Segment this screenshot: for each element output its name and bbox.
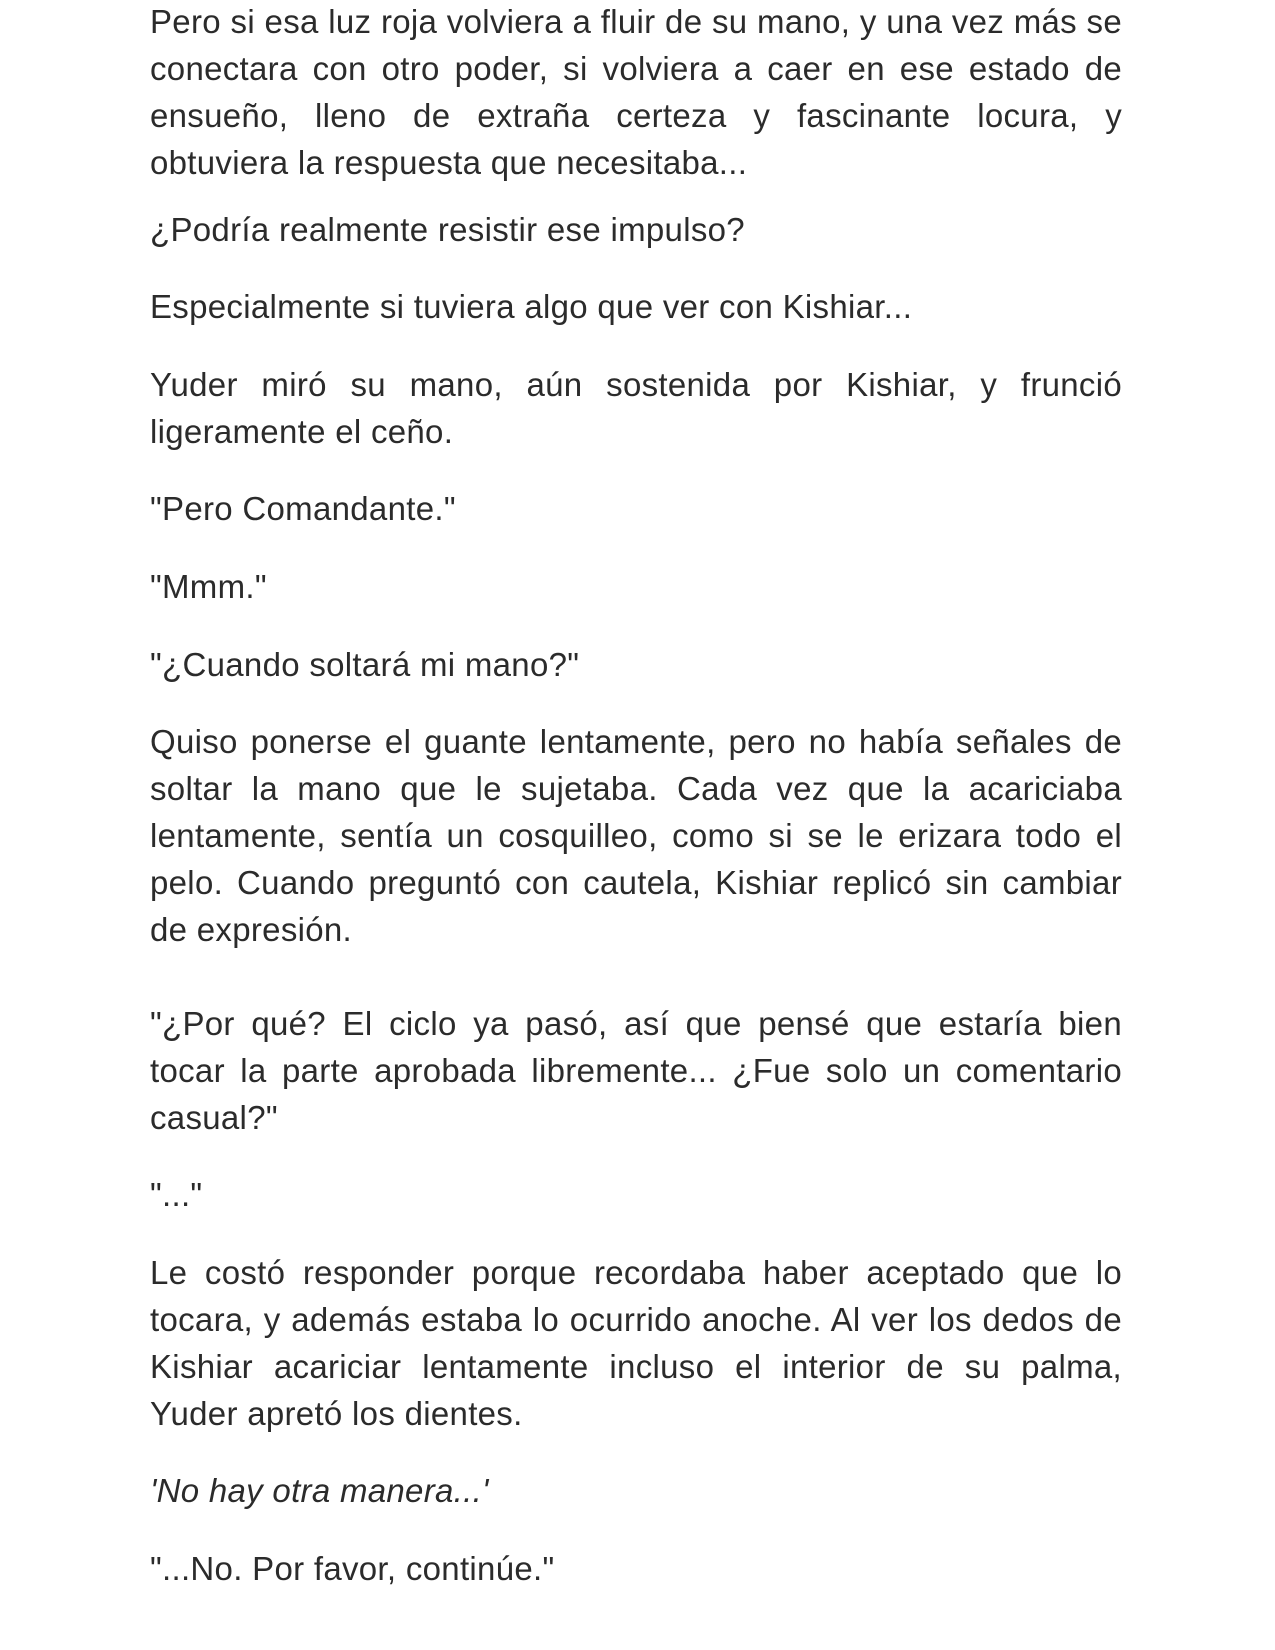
paragraph-8: Quiso ponerse el guante lentamente, pero no había señales de soltar la mano que le sujetaba. Cada vez que la acariciaba lentamente, sentía un cosquilleo, como si se le erizara todo el pelo. Cuando preguntó con cautela, Kishiar replicó sin cambiar de expresión. <box>150 723 1122 948</box>
paragraph-13: "...No. Por favor, continúe." <box>150 1550 555 1587</box>
paragraph-12-thought: 'No hay otra manera...' <box>150 1472 489 1509</box>
paragraph-5: "Pero Comandante." <box>150 490 456 527</box>
paragraph-11: Le costó responder porque recordaba haber aceptado que lo tocara, y además estaba lo ocurrido anoche. Al ver los dedos de Kishiar acariciar lentamente incluso el interior de su palma, Yuder apretó los dientes. <box>150 1254 1122 1432</box>
paragraph-2: ¿Podría realmente resistir ese impulso? <box>150 211 745 248</box>
paragraph-4: Yuder miró su mano, aún sostenida por Kishiar, y frunció ligeramente el ceño. <box>150 366 1122 450</box>
paragraph-3: Especialmente si tuviera algo que ver con Kishiar... <box>150 288 913 325</box>
paragraph-9: "¿Por qué? El ciclo ya pasó, así que pensé que estaría bien tocar la parte aprobada libremente... ¿Fue solo un comentario casual?" <box>150 1005 1122 1136</box>
paragraph-10: "..." <box>150 1176 203 1213</box>
paragraph-1: Pero si esa luz roja volviera a fluir de su mano, y una vez más se conectara con otro poder, si volviera a caer en ese estado de ensueño, lleno de extraña certeza y fascinante locura, y obtuviera la respuesta que necesitaba... <box>150 3 1122 181</box>
paragraph-6: "Mmm." <box>150 568 267 605</box>
paragraph-7: "¿Cuando soltará mi mano?" <box>150 646 580 683</box>
